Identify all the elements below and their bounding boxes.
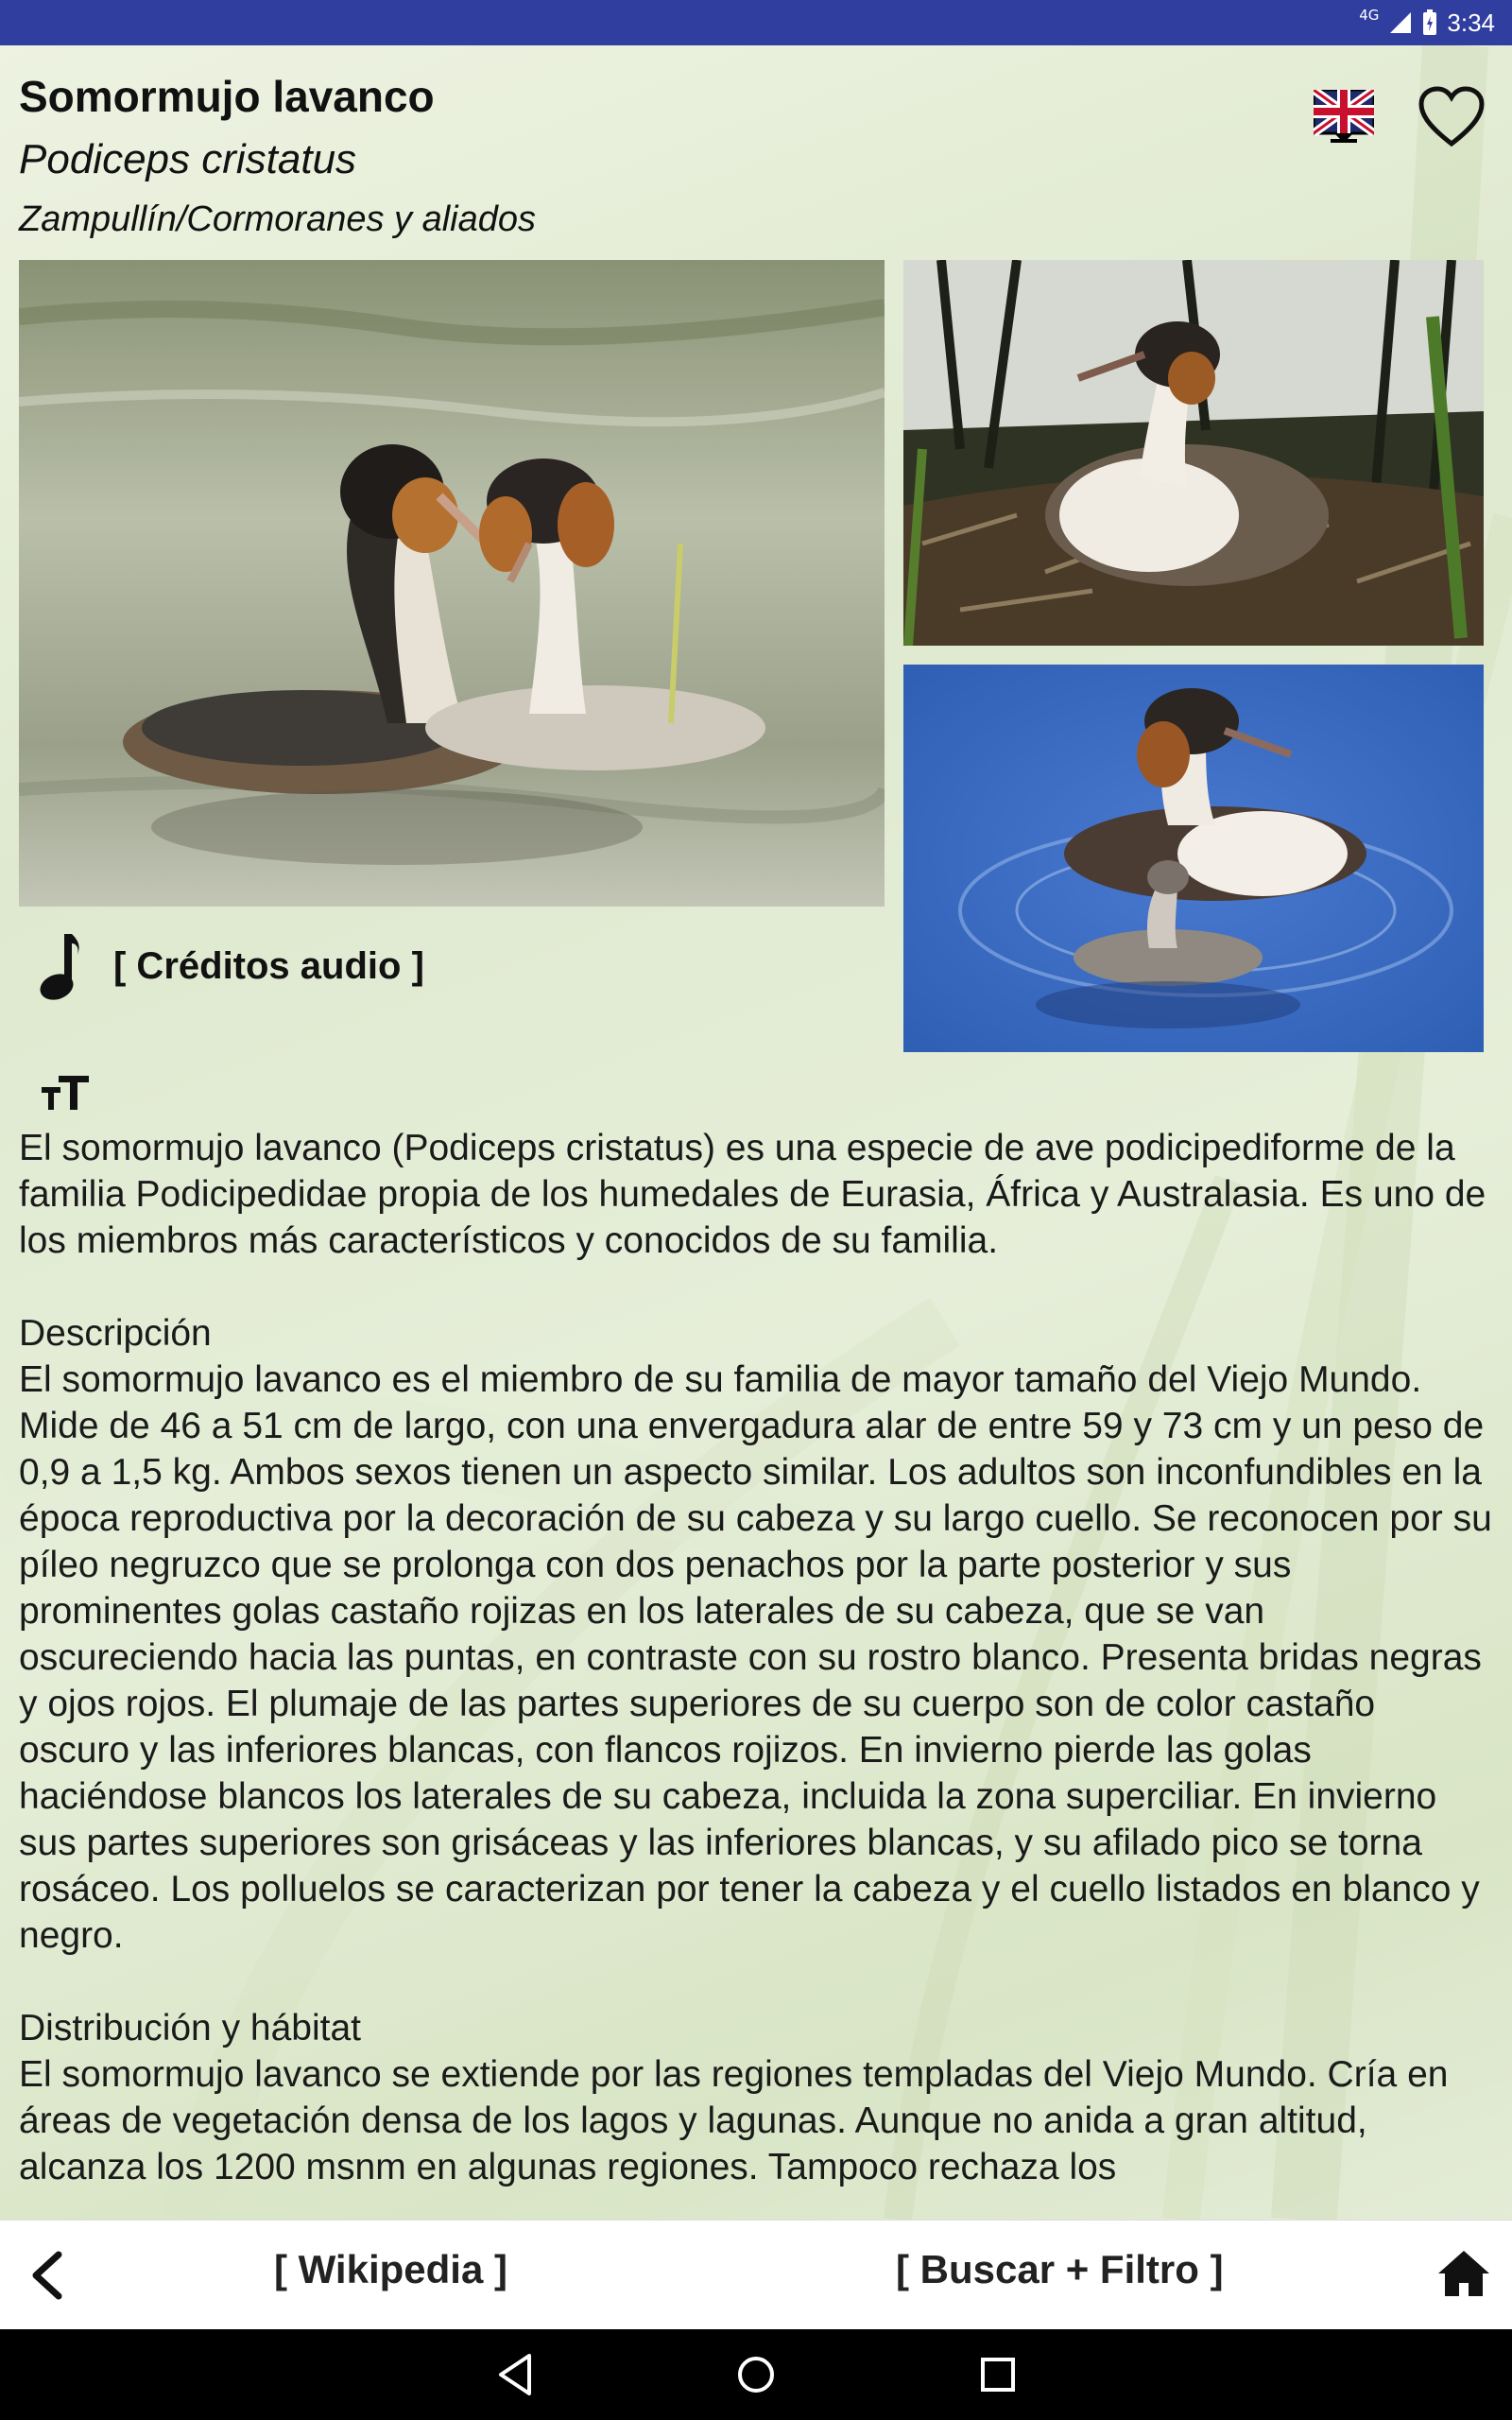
recents-square-icon[interactable]: [973, 2350, 1022, 2399]
photo-courtship-pair[interactable]: [19, 260, 885, 907]
species-header: [19, 66, 1247, 246]
chevron-left-icon[interactable]: [26, 2249, 70, 2302]
audio-credits-link[interactable]: [ Créditos audio ]: [113, 944, 424, 987]
description-heading: Descripción: [19, 1313, 212, 1354]
status-bar: [0, 0, 1512, 45]
language-toggle-button[interactable]: [1314, 90, 1374, 145]
clock: 3:34: [1447, 8, 1495, 37]
search-filter-button[interactable]: [ Buscar + Filtro ]: [896, 2247, 1224, 2291]
wikipedia-link[interactable]: [ Wikipedia ]: [274, 2247, 507, 2291]
courtship-pair-image: [19, 260, 885, 907]
battery-icon: [1422, 9, 1437, 36]
system-navigation-bar: [0, 2329, 1512, 2420]
scientific-name: Podiceps cristatus: [19, 136, 357, 182]
description-paragraph: El somormujo lavanco es el miembro de su familia de mayor tamaño del Viejo Mundo. Mide de 46 a 51 cm de largo, con una envergadura alar de entre 59 y 73 cm y un peso de 0,9 a 1,5 kg. Ambos sexos tienen un aspecto similar. Los adultos son inconfundibles en la época reproductiva por la decoración de su cabeza y su largo cuello. Se reconocen por su píleo negruzco que se prolonga con dos penachos por la parte posterior y sus prominentes golas castaño rojizas en los laterales de su cabeza, que se van oscureciendo hacia las puntas, en contraste con su rostro blanco. Presenta bridas negras y ojos rojos. El plumaje de las partes superiores de su cuerpo son de color castaño oscuro y las inferiores blancas, con flancos rojizos. En invierno pierde las golas haciéndose blancos los laterales de su cabeza, incluida la zona superciliar. En invierno sus partes superiores son grisáceas y las inferiores blancas, y su afilado pico se torna rosáceo. Los polluelos se caracterizan por tener la cabeza y el cuello listados en blanco y negro.: [19, 1359, 1492, 1956]
favorite-button[interactable]: [1418, 85, 1486, 149]
text-size-icon: [40, 1068, 93, 1115]
nesting-adult-image: [903, 260, 1484, 646]
back-triangle-icon[interactable]: [491, 2350, 541, 2399]
distribution-paragraph: El somormujo lavanco se extiende por las regiones templadas del Viejo Mundo. Cría en áreas de vegetación densa de los lagos y lagunas. Aunque no anida a gran altitud, alcanza los 1200 msnm en algunas regiones. Tampoco rechaza los: [19, 2054, 1449, 2187]
common-name: Somormujo lavanco: [19, 72, 435, 121]
photo-adult-with-chick[interactable]: [903, 665, 1484, 1052]
uk-flag-icon: [1314, 90, 1374, 145]
signal-icon: [1388, 10, 1413, 35]
photo-nesting-adult[interactable]: [903, 260, 1484, 646]
network-type: 4G: [1359, 6, 1380, 24]
audio-row: [28, 926, 424, 1006]
music-note-icon[interactable]: [28, 930, 85, 1002]
home-icon[interactable]: [1436, 2249, 1491, 2298]
text-size-button[interactable]: [40, 1068, 93, 1115]
family-name: Zampullín/Cormoranes y aliados: [19, 199, 537, 239]
species-description: [19, 1125, 1493, 2217]
adult-with-chick-image: [903, 665, 1484, 1052]
heart-icon: [1418, 85, 1486, 149]
intro-paragraph: El somormujo lavanco (Podiceps cristatus) es una especie de ave podicipediforme de la familia Podicipedidae propia de los humedales de Eurasia, África y Australasia. Es uno de los miembros más característicos y conocidos de su familia.: [19, 1128, 1486, 1261]
distribution-heading: Distribución y hábitat: [19, 2008, 362, 2048]
bottom-toolbar: [0, 2220, 1512, 2329]
home-circle-icon[interactable]: [731, 2350, 781, 2399]
